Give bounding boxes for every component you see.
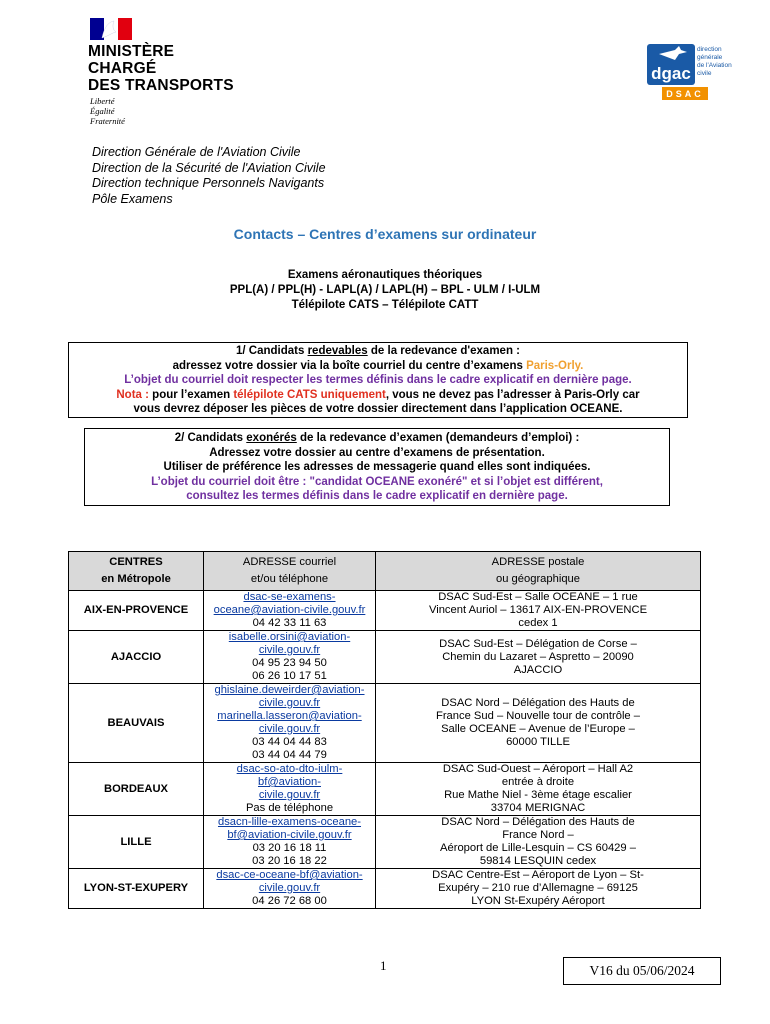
table-row <box>69 591 701 631</box>
direction-line: Pôle Examens <box>92 192 173 207</box>
contact-line <box>207 723 372 736</box>
version-box: V16 du 05/06/2024 <box>563 957 721 985</box>
header-line: en Métropole <box>101 573 171 585</box>
contact-line <box>207 829 372 842</box>
header-line: CENTRES <box>109 556 163 568</box>
phone-line: Pas de téléphone <box>245 802 334 814</box>
postal-address-cell <box>376 763 701 816</box>
motto-line: Fraternité <box>90 116 125 126</box>
email-link[interactable]: ghislaine.deweirder@aviation- <box>214 684 365 696</box>
dgac-caption-line: de l'Aviation <box>697 62 732 69</box>
subtitle-line: PPL(A) / PPL(H) - LAPL(A) / LAPL(H) – BPL - ULM / I-ULM <box>229 284 541 296</box>
ministry-name <box>88 43 234 94</box>
phone-line: 04 42 33 11 63 <box>252 617 327 629</box>
postal-address-cell <box>376 631 701 684</box>
table-row <box>69 763 701 816</box>
email-link[interactable]: civile.gouv.fr <box>258 723 321 735</box>
centre-name: LILLE <box>69 816 204 869</box>
centre-name: BORDEAUX <box>69 763 204 816</box>
phone-line: 04 26 72 68 00 <box>252 895 327 907</box>
header-email <box>204 552 376 591</box>
header-line: ADRESSE postale <box>491 556 585 568</box>
contact-line <box>207 697 372 710</box>
postal-address-cell <box>376 869 701 909</box>
motto-line: Égalité <box>90 106 115 116</box>
address-line: Rue Mathe Niel - 3ème étage escalier <box>444 789 632 801</box>
phone-line: 06 26 10 17 51 <box>252 670 327 682</box>
email-link[interactable]: civile.gouv.fr <box>258 789 321 801</box>
cats-highlight: télépilote CATS uniquement <box>233 388 386 401</box>
contact-cell <box>204 816 376 869</box>
box2-line: consultez les termes définis dans le cadre explicatif en dernière page. <box>186 490 568 503</box>
address-line: Vincent Auriol – 13617 AIX-EN-PROVENCE <box>428 604 648 616</box>
dgac-caption <box>697 46 732 78</box>
phone-line: 03 44 04 44 83 <box>252 736 327 748</box>
box1-text: 1/ Candidats <box>236 345 308 357</box>
box1-line: L’objet du courriel doit respecter les termes définis dans le cadre explicatif en dernière page. <box>124 374 632 387</box>
email-link[interactable]: civile.gouv.fr <box>258 882 321 894</box>
box-redevables <box>68 342 688 418</box>
phone-line: 03 20 16 18 22 <box>252 855 327 867</box>
contact-line <box>207 816 372 829</box>
box2-underlined: exonérés <box>246 432 297 444</box>
box1-text: , vous ne devez pas l’adresser à Paris-Orly car <box>385 388 640 401</box>
centre-name: AJACCIO <box>69 631 204 684</box>
direction-line: Direction de la Sécurité de l'Aviation Civile <box>92 160 326 175</box>
box1-line <box>69 344 687 359</box>
contact-line <box>207 763 372 789</box>
contact-line <box>207 869 372 882</box>
email-link[interactable]: dsac-so-ato-dto-iulm-bf@aviation- <box>236 763 343 788</box>
address-line: LYON St-Exupéry Aéroport <box>471 895 605 907</box>
motto-line: Liberté <box>90 96 115 106</box>
postal-address-cell <box>376 591 701 631</box>
exam-subtitle <box>0 268 770 313</box>
box1-line <box>69 359 687 374</box>
box1-text: pour l’examen <box>148 388 234 401</box>
paris-orly-highlight: Paris-Orly. <box>526 359 584 372</box>
contact-cell <box>204 869 376 909</box>
box2-text: 2/ Candidats <box>174 432 247 444</box>
box-exoneres <box>84 428 670 506</box>
address-line: 60000 TILLE <box>506 736 570 748</box>
contact-cell <box>204 684 376 763</box>
ministry-line: MINISTÈRE <box>88 43 175 60</box>
phone-line: 04 95 23 94 50 <box>252 657 327 669</box>
address-line: France Nord – <box>502 829 574 841</box>
address-line: AJACCIO <box>513 663 563 676</box>
ministry-line: CHARGÉ <box>88 60 157 77</box>
contact-line <box>207 631 372 644</box>
box1-line: vous devrez déposer les pièces de votre dossier directement dans l’application OCEANE. <box>133 403 623 416</box>
address-line: DSAC Sud-Est – Salle OCEANE – 1 rue <box>438 591 638 603</box>
email-link[interactable]: oceane@aviation-civile.gouv.fr <box>213 604 366 616</box>
dgac-caption-line: civile <box>697 70 712 77</box>
postal-address-cell <box>376 816 701 869</box>
contact-line <box>207 882 372 895</box>
address-line: Salle OCEANE – Avenue de l’Europe – <box>441 723 635 735</box>
header-line: ADRESSE courriel <box>242 556 337 568</box>
address-line: cedex 1 <box>518 617 558 629</box>
box1-text: de la redevance d'examen : <box>367 345 520 357</box>
header-centres <box>69 552 204 591</box>
box1-line <box>69 388 687 403</box>
address-line: 59814 LESQUIN cedex <box>479 855 597 867</box>
address-line: DSAC Centre-Est – Aéroport de Lyon – St- <box>432 869 644 881</box>
address-line: 33704 MERIGNAC <box>490 802 586 814</box>
address-line: Exupéry – 210 rue d’Allemagne – 69125 <box>438 882 638 894</box>
direction-line: Direction technique Personnels Navigants <box>92 176 325 191</box>
address-line: DSAC Sud-Ouest – Aéroport – Hall A2 <box>442 763 634 775</box>
box2-line: L’objet du courriel doit être : "candidat OCEANE exonéré" et si l’objet est différent, <box>151 475 603 488</box>
postal-address-cell <box>376 684 701 763</box>
centre-name: AIX-EN-PROVENCE <box>69 591 204 631</box>
nota-label: Nota : <box>116 388 149 401</box>
direction-block <box>92 145 326 208</box>
header-line: ou géographique <box>496 573 580 585</box>
address-line: Chemin du Lazaret – Aspretto – 20090 <box>442 650 634 663</box>
phone-line: 03 20 16 18 11 <box>252 842 327 854</box>
direction-line: Direction Générale de l'Aviation Civile <box>92 145 301 159</box>
box1-underlined: redevables <box>307 345 368 357</box>
address-line: France Sud – Nouvelle tour de contrôle – <box>436 710 640 722</box>
contact-cell <box>204 591 376 631</box>
address-line: entrée à droite <box>501 776 575 788</box>
contact-cell <box>204 763 376 816</box>
email-link[interactable]: bf@aviation-civile.gouv.fr <box>227 829 352 841</box>
table-row <box>69 869 701 909</box>
page-number: 1 <box>380 958 387 973</box>
address-line: DSAC Nord – Délégation des Hauts de <box>441 697 635 709</box>
centre-name: LYON-ST-EXUPERY <box>69 869 204 909</box>
table-row <box>69 816 701 869</box>
box2-line <box>85 431 669 446</box>
phone-line: 03 44 04 44 79 <box>252 749 327 761</box>
contact-line <box>207 710 372 723</box>
dsac-mark: DSAC <box>666 89 704 99</box>
republic-motto <box>90 96 125 126</box>
email-link[interactable]: dsac-ce-oceane-bf@aviation- <box>216 869 363 881</box>
address-line: DSAC Nord – Délégation des Hauts de <box>441 816 635 828</box>
centre-name: BEAUVAIS <box>69 684 204 763</box>
address-line: Aéroport de Lille-Lesquin – CS 60429 – <box>440 842 636 854</box>
contacts-table <box>68 551 701 909</box>
email-link[interactable]: marinella.lasseron@aviation- <box>217 710 362 722</box>
dgac-mark: dgac <box>651 64 691 83</box>
contact-cell <box>204 631 376 684</box>
table-row <box>69 631 701 684</box>
contact-line <box>207 591 372 604</box>
contact-line <box>207 644 372 657</box>
address-line: DSAC Sud-Est – Délégation de Corse – <box>439 637 637 650</box>
table-row <box>69 684 701 763</box>
contact-line <box>207 684 372 697</box>
email-link[interactable]: dsacn-lille-examens-oceane- <box>217 816 362 828</box>
dgac-caption-line: générale <box>697 54 723 61</box>
table-header-row <box>69 552 701 591</box>
box2-line: Utiliser de préférence les adresses de messagerie quand elles sont indiquées. <box>163 461 591 474</box>
header-line: et/ou téléphone <box>250 573 329 585</box>
email-link[interactable]: dsac-se-examens- <box>243 591 336 603</box>
dgac-caption-line: direction <box>697 46 722 53</box>
page-title: Contacts – Centres d’examens sur ordinateur <box>233 226 537 242</box>
subtitle-line: Examens aéronautiques théoriques <box>287 269 483 281</box>
subtitle-line: Télépilote CATS – Télépilote CATT <box>291 299 479 311</box>
ministry-line: DES TRANSPORTS <box>88 77 234 94</box>
table-body <box>69 591 701 909</box>
contact-line <box>207 604 372 617</box>
marianne-flag-logo <box>90 18 132 40</box>
email-link[interactable]: civile.gouv.fr <box>258 644 321 656</box>
box1-text: adressez votre dossier via la boîte courriel du centre d’examens <box>172 359 527 372</box>
box2-line: Adressez votre dossier au centre d’examens de présentation. <box>209 446 545 459</box>
box2-text: de la redevance d’examen (demandeurs d’emploi) : <box>296 432 580 444</box>
email-link[interactable]: isabelle.orsini@aviation- <box>228 631 351 643</box>
header-postal <box>376 552 701 591</box>
contact-line <box>207 789 372 802</box>
email-link[interactable]: civile.gouv.fr <box>258 697 321 709</box>
